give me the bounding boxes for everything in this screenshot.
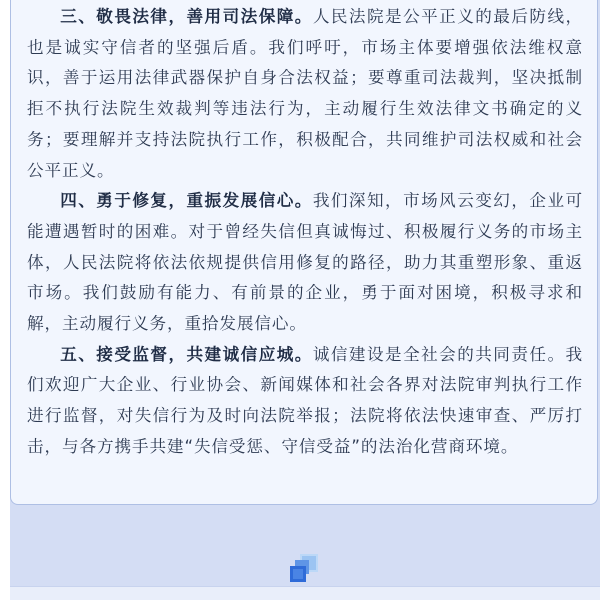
paragraph-3-body: 人民法院是公平正义的最后防线，也是诚实守信者的坚强后盾。我们呼吁，市场主体要增强依法维权意识，善于运用法律武器保护自身合法权益；要尊重司法裁判，坚决抵制拒不执行法院生效裁判等违法行为，主动履行生效法律文书确定的义务；要理解并支持法院执行工作，积极配合，共同维护司法权威和社会公平正义。 — [27, 7, 583, 180]
paragraph-3-heading: 三、敬畏法律，善用司法保障。 — [60, 7, 313, 26]
article-container — [10, 0, 600, 599]
stacked-squares-icon — [290, 552, 320, 582]
paragraph-5-body: 诚信建设是全社会的共同责任。我们欢迎广大企业、行业协会、新闻媒体和社会各界对法院审判执行工作进行监督，对失信行为及时向法院举报；法院将依法快速审查、严厉打击，与各方携手共建“失信受惩、守信受益”的法治化营商环境。 — [27, 344, 583, 456]
paragraph-4-body: 我们深知，市场风云变幻，企业可能遭遇暂时的困难。对于曾经失信但真诚悔过、积极履行义务的市场主体，人民法院将依法依规提供信用修复的路径，助力其重塑形象、重返市场。我们鼓励有能力、有前景的企业，勇于面对困境，积极寻求和解，主动履行义务，重拾发展信心。 — [27, 191, 583, 334]
text-card — [10, 0, 598, 505]
paragraph-4 — [27, 186, 583, 340]
paragraph-4-heading: 四、勇于修复，重振发展信心。 — [60, 191, 313, 211]
paragraph-5-heading: 五、接受监督，共建诚信应城。 — [60, 344, 313, 364]
paragraph-5 — [27, 340, 583, 463]
bottom-strip — [10, 586, 600, 600]
paragraph-3 — [27, 2, 583, 186]
